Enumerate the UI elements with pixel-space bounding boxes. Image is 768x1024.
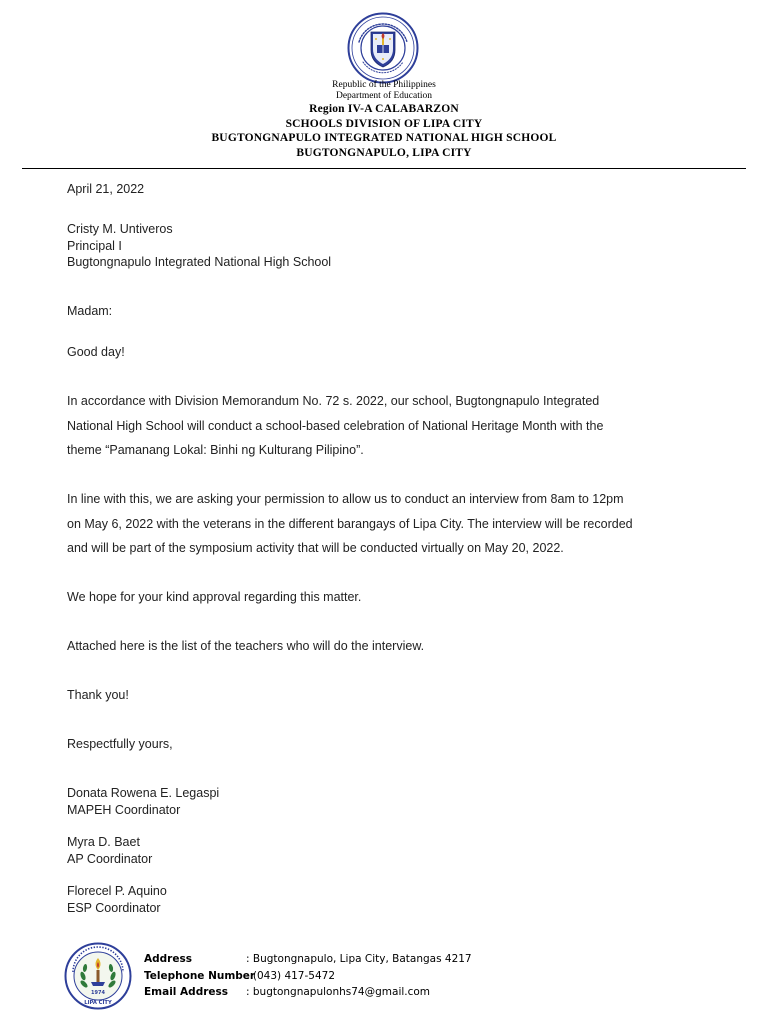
recipient-block (67, 221, 700, 271)
paragraph-1-line-1: In accordance with Division Memorandum No. 72 s. 2022, our school, Bugtongnapulo Integrated (67, 394, 600, 408)
email-value[interactable]: : bugtongnapulonhs74@gmail.com (246, 986, 431, 998)
address-value: : Bugtongnapulo, Lipa City, Batangas 4217 (246, 953, 472, 965)
signatory (67, 785, 700, 818)
signatory-title: ESP Coordinator (67, 900, 161, 915)
paragraph-1-line-2: National High School will conduct a school-based celebration of National Heritage Month with the (67, 418, 604, 433)
letterhead-republic: Republic of the Philippines (332, 80, 436, 90)
letterhead-department: Department of Education (335, 91, 433, 101)
thanks-line: Thank you! (67, 688, 129, 702)
paragraph-4: Attached here is the list of the teachers who will do the interview. (67, 639, 425, 653)
phone-label: Telephone Number (144, 969, 256, 982)
greeting: Good day! (67, 345, 125, 359)
paragraph-2-line-3: and will be part of the symposium activity that will be conducted virtually on May 20, 2022. (67, 541, 564, 556)
letterhead-address: BUGTONGNAPULO, LIPA CITY (296, 146, 472, 159)
signatory-name: Florecel P. Aquino (67, 884, 167, 898)
address-label: Address (144, 953, 192, 965)
signatory-name: Donata Rowena E. Legaspi (67, 786, 220, 800)
signatory-title: MAPEH Coordinator (67, 802, 181, 817)
salutation: Madam: (67, 304, 113, 318)
paragraph-2 (67, 487, 700, 561)
paragraph-3: We hope for your kind approval regarding this matter. (67, 590, 362, 604)
signatory-name: Myra D. Baet (67, 835, 140, 849)
signatory (67, 834, 700, 867)
letter-date: April 21, 2022 (67, 182, 145, 196)
deped-seal-icon (347, 12, 419, 84)
paragraph-2-line-2: on May 6, 2022 with the veterans in the different barangays of Lipa City. The interview will be recorded (67, 516, 633, 531)
school-seal-city: LIPA CITY (84, 1000, 112, 1006)
closing-line: Respectfully yours, (67, 737, 173, 751)
email-label: Email Address (144, 986, 229, 998)
letterhead (0, 80, 768, 160)
school-seal-icon (64, 942, 132, 1010)
paragraph-1-line-3: theme “Pamanang Lokal: Binhi ng Kulturang Pilipino”. (67, 443, 364, 458)
signatory-title: AP Coordinator (67, 851, 153, 866)
letterhead-school: BUGTONGNAPULO INTEGRATED NATIONAL HIGH SCHOOL (211, 132, 557, 144)
recipient-school: Bugtongnapulo Integrated National High School (67, 255, 332, 269)
recipient-name: Cristy M. Untiveros (67, 222, 173, 236)
letterhead-region: Region IV-A CALABARZON (309, 103, 459, 115)
paragraph-2-line-1: In line with this, we are asking your permission to allow us to conduct an interview from 8am to 12pm (67, 492, 624, 506)
letterhead-division: SCHOOLS DIVISION OF LIPA CITY (285, 117, 483, 130)
school-seal-year: 1974 (91, 990, 105, 996)
signatory (67, 883, 700, 916)
header-divider (22, 168, 746, 169)
paragraph-1 (67, 389, 700, 463)
phone-value: : (043) 417-5472 (246, 969, 335, 982)
recipient-title: Principal I (67, 238, 122, 253)
